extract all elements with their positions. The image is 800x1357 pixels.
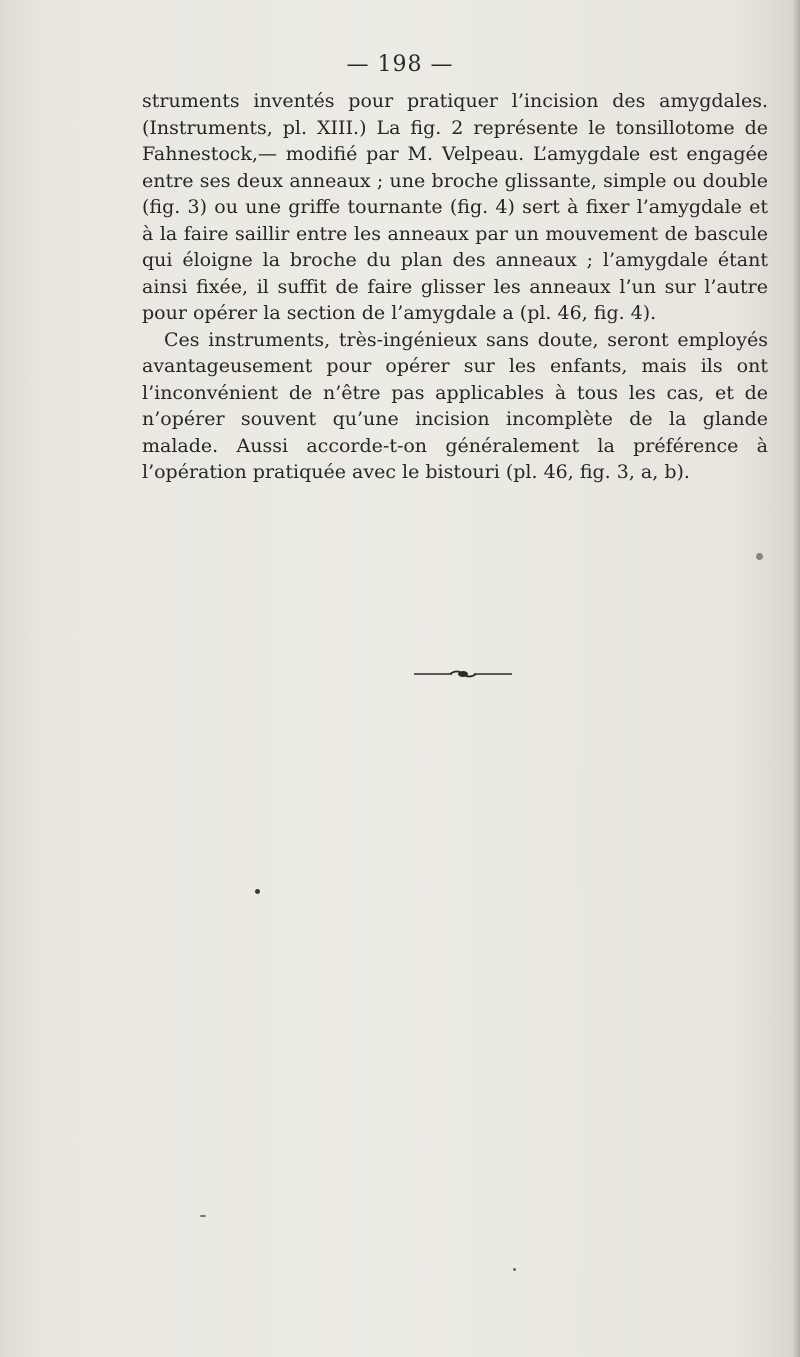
- page-edge-shadow: [792, 0, 800, 1357]
- ink-speck: [513, 1268, 516, 1271]
- body-text: [142, 88, 768, 486]
- paragraph-1: struments inventés pour pratiquer l’incision des amygdales. (Instruments, pl. XIII.) La fig. 2 représente le tonsillotome de Fahnestock,— modifié par M. Velpeau. L’amygdale est engagée entre ses deux anneaux ; une broche glissante, simple ou double (fig. 3) ou une griffe tournante (fig. 4) sert à fixer l’amygdale et à la faire saillir entre les anneaux par un mouvement de bascule qui éloigne la broche du plan des anneaux ; l’amygdale étant ainsi fixée, il suffit de faire glisser les anneaux l’un sur l’autre pour opérer la section de l’amygdale a (pl. 46, fig. 4).: [142, 90, 768, 324]
- section-end-ornament: [412, 668, 514, 680]
- ink-speck: [756, 553, 763, 560]
- paragraph-2: Ces instruments, très-ingénieux sans doute, seront employés avantageusement pour opérer sur les enfants, mais ils ont l’inconvénient de n’être pas applicables à tous les cas, et de n’opérer souvent qu’une incision incomplète de la glande malade. Aussi accorde-t-on généralement la préférence à l’opération pratiquée avec le bistouri (pl. 46, fig. 3, a, b).: [142, 328, 768, 483]
- ink-speck: [200, 1215, 206, 1217]
- ink-speck: [255, 889, 260, 894]
- page-number: — 198 —: [346, 52, 454, 77]
